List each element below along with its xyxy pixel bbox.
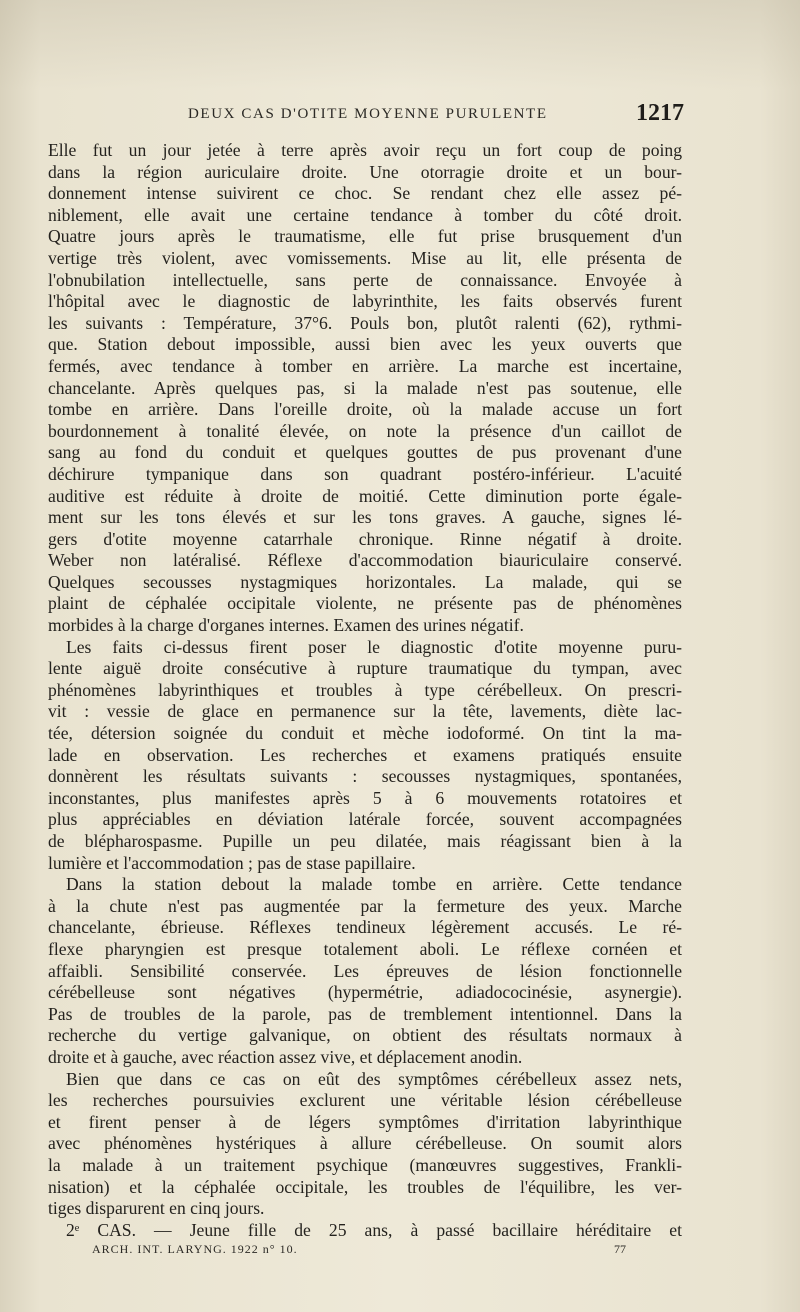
text-line: bourdonnement à tonalité élevée, on note la présence d'un caillot de	[48, 420, 682, 441]
text-line: l'obnubilation intellectuelle, sans perte de connaissance. Envoyée à	[48, 269, 682, 290]
text-line: fermés, avec tendance à tomber en arrière. La marche est incertaine,	[48, 355, 682, 376]
page-number: 1217	[636, 100, 684, 126]
text-line: Bien que dans ce cas on eût des symptômes cérébelleux assez nets,	[66, 1068, 682, 1089]
paragraph-case-history	[48, 140, 682, 637]
paragraph-treatment	[48, 1069, 682, 1220]
text-line: nisation) et la céphalée occipitale, les troubles de l'équilibre, les ver-	[48, 1176, 682, 1197]
text-line: ment sur les tons élevés et sur les tons graves. A gauche, signes lé-	[48, 507, 682, 528]
text-line: à la chute n'est pas augmentée par la fermeture des yeux. Marche	[48, 895, 682, 916]
text-line: tombe en arrière. Dans l'oreille droite, où la malade accuse un fort	[48, 399, 682, 420]
text-line: Weber non latéralisé. Réflexe d'accommodation biauriculaire conservé.	[48, 550, 682, 571]
text-line: que. Station debout impossible, aussi bien avec les yeux ouverts que	[48, 334, 682, 355]
paragraph-diagnosis	[48, 637, 682, 875]
text-line: chancelante. Après quelques pas, si la malade n'est pas soutenue, elle	[48, 377, 682, 398]
paragraph-examination	[48, 874, 682, 1068]
text-line: morbides à la charge d'organes internes. Examen des urines négatif.	[48, 615, 524, 636]
text-line: inconstantes, plus manifestes après 5 à 6 mouvements rotatoires et	[48, 787, 682, 808]
text-line: donnement intense suivirent ce choc. Se rendant chez elle assez pé-	[48, 183, 682, 204]
text-line: droite et à gauche, avec réaction assez vive, et déplacement anodin.	[48, 1046, 523, 1067]
text-line: cérébelleuse sont négatives (hypermétrie, adiadococinésie, asynergie).	[48, 982, 682, 1003]
text-line: vertige très violent, avec vomissements. Mise au lit, elle présenta de	[48, 247, 682, 268]
text-line: chancelante, ébrieuse. Réflexes tendineux légèrement accusés. Le ré-	[48, 917, 682, 938]
text-line: plaint de céphalée occipitale violente, ne présente pas de phénomènes	[48, 593, 682, 614]
text-line: les suivants : Température, 37°6. Pouls bon, plutôt ralenti (62), rythmi-	[48, 312, 682, 333]
text-line: vit : vessie de glace en permanence sur la tête, lavements, diète lac-	[48, 701, 682, 722]
text-line: Les faits ci-dessus firent poser le diagnostic d'otite moyenne puru-	[66, 636, 682, 657]
text-line: 2ᵉ CAS. — Jeune fille de 25 ans, à passé bacillaire héréditaire et	[66, 1219, 682, 1240]
text-line: sang au fond du conduit et quelques gouttes de pus provenant d'une	[48, 442, 682, 463]
text-line: tiges disparurent en cinq jours.	[48, 1198, 265, 1219]
text-line: Quatre jours après le traumatisme, elle fut prise brusquement d'un	[48, 226, 682, 247]
text-line: plus appréciables en déviation latérale forcée, souvent accompagnées	[48, 809, 682, 830]
text-line: donnèrent les résultats suivants : secousses nystagmiques, spontanées,	[48, 766, 682, 787]
running-head	[48, 100, 684, 130]
text-line: niblement, elle avait une certaine tendance à tomber du côté droit.	[48, 204, 682, 225]
text-line: auditive est réduite à droite de moitié. Cette diminution porte égale-	[48, 485, 682, 506]
page-footer	[92, 1242, 626, 1262]
text-line: Dans la station debout la malade tombe en arrière. Cette tendance	[66, 874, 682, 895]
text-line: recherche du vertige galvanique, on obtient des résultats normaux à	[48, 1025, 682, 1046]
paragraph-case-two	[48, 1220, 682, 1242]
sheet-number: 77	[614, 1242, 626, 1256]
running-title: DEUX CAS D'OTITE MOYENNE PURULENTE	[188, 106, 548, 122]
text-line: les recherches poursuivies exclurent une véritable lésion cérébelleuse	[48, 1090, 682, 1111]
text-line: de blépharospasme. Pupille un peu dilatée, mais réagissant bien à la	[48, 831, 682, 851]
text-line: déchirure tympanique dans son quadrant postéro-inférieur. L'acuité	[48, 463, 682, 484]
text-line: lente aiguë droite consécutive à rupture traumatique du tympan, avec	[48, 658, 682, 679]
text-line: Quelques secousses nystagmiques horizontales. La malade, qui se	[48, 571, 682, 592]
article-body	[48, 140, 682, 1241]
text-line: lumière et l'accommodation ; pas de stase papillaire.	[48, 852, 416, 873]
text-line: flexe pharyngien est presque totalement aboli. Le réflexe cornéen et	[48, 938, 682, 959]
text-line: tée, détersion soignée du conduit et mèche iodoformé. On tint la ma-	[48, 723, 682, 744]
text-line: dans la région auriculaire droite. Une otorragie droite et un bour-	[48, 161, 682, 182]
text-line: lade en observation. Les recherches et examens pratiqués ensuite	[48, 744, 682, 765]
text-line: et firent penser à de légers symptômes d'irritation labyrinthique	[48, 1111, 682, 1132]
text-line: affaibli. Sensibilité conservée. Les épreuves de lésion fonctionnelle	[48, 960, 682, 981]
journal-citation: ARCH. INT. LARYNG. 1922 n° 10.	[92, 1242, 298, 1256]
text-line: gers d'otite moyenne catarrhale chronique. Rinne négatif à droite.	[48, 528, 682, 549]
text-line: avec phénomènes hystériques à allure cérébelleuse. On soumit alors	[48, 1133, 682, 1154]
text-line: phénomènes labyrinthiques et troubles à type cérébelleux. On prescri-	[48, 679, 682, 700]
text-line: Elle fut un jour jetée à terre après avoir reçu un fort coup de poing	[48, 140, 682, 160]
text-line: Pas de troubles de la parole, pas de tremblement intentionnel. Dans la	[48, 1003, 682, 1024]
text-line: l'hôpital avec le diagnostic de labyrinthite, les faits observés furent	[48, 291, 682, 312]
text-line: la malade à un traitement psychique (manœuvres suggestives, Frankli-	[48, 1154, 682, 1175]
